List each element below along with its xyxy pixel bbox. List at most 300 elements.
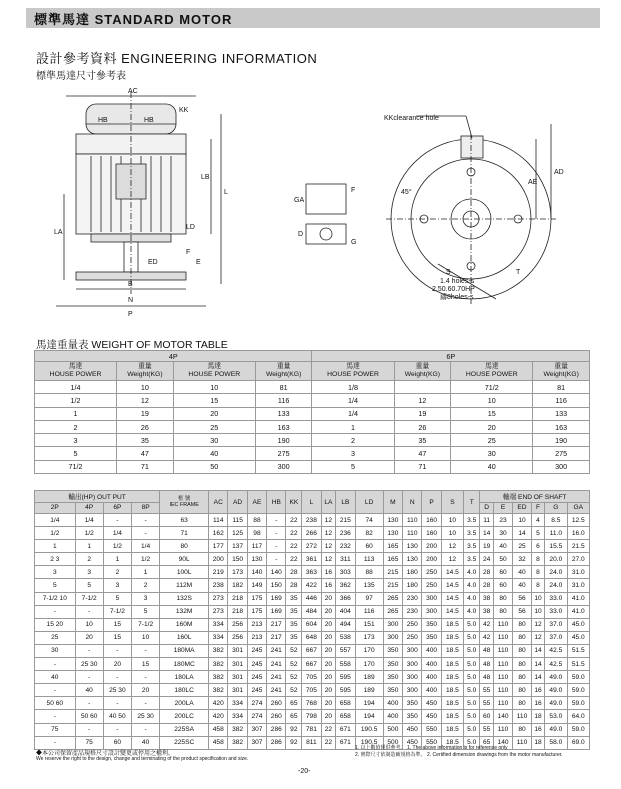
table-cell: 450 xyxy=(403,723,422,736)
table-cell: 300 xyxy=(383,631,402,644)
table-cell: 47 xyxy=(117,447,174,460)
table-cell: - xyxy=(35,684,76,697)
table-cell: 180MC xyxy=(160,658,209,671)
table-cell: 30 xyxy=(493,527,512,540)
table-cell: - xyxy=(267,514,286,527)
table-cell: 300 xyxy=(422,605,441,618)
table-cell: 334 xyxy=(228,697,247,710)
table-cell: 140 xyxy=(247,566,266,579)
table-cell: 3 xyxy=(35,566,76,579)
table-cell: 26 xyxy=(117,420,174,433)
table-cell: 274 xyxy=(247,697,266,710)
table-cell: 132M xyxy=(160,605,209,618)
table-cell: 28 xyxy=(480,566,493,579)
table-cell: 110 xyxy=(403,514,422,527)
table-cell: 12 xyxy=(321,540,336,553)
dim-col-lb: LB xyxy=(336,491,355,514)
table-cell: 38 xyxy=(480,605,493,618)
table-cell: 256 xyxy=(228,631,247,644)
dimension-table-row xyxy=(35,527,590,540)
table-cell: 19 xyxy=(394,407,451,420)
table-cell: 180LA xyxy=(160,671,209,684)
table-cell: 35 xyxy=(394,434,451,447)
table-cell: 169 xyxy=(267,592,286,605)
dim-col-l: L xyxy=(302,491,321,514)
table-cell: 47 xyxy=(394,447,451,460)
table-cell: 15 xyxy=(103,631,131,644)
dim-col-f: F xyxy=(531,502,544,514)
table-cell: 15.5 xyxy=(545,540,567,553)
table-cell: 31.0 xyxy=(567,566,590,579)
table-cell: 37.0 xyxy=(545,631,567,644)
table-cell: 5 xyxy=(103,592,131,605)
table-cell: 245 xyxy=(247,658,266,671)
table-cell: 2 xyxy=(312,434,394,447)
table-cell: 50 xyxy=(173,460,255,473)
table-cell: 24.0 xyxy=(545,579,567,592)
table-cell: 241 xyxy=(267,658,286,671)
table-cell: 236 xyxy=(336,527,355,540)
table-cell: 170 xyxy=(355,644,383,657)
dimension-table-row xyxy=(35,671,590,684)
table-cell: 300 xyxy=(533,460,590,473)
table-cell: 7-1/2 xyxy=(132,618,160,631)
table-cell: 2 xyxy=(75,553,103,566)
table-cell: 151 xyxy=(355,618,383,631)
table-cell: 82 xyxy=(355,527,383,540)
table-cell: 286 xyxy=(267,723,286,736)
weight-table xyxy=(34,350,590,474)
table-cell: 5 xyxy=(35,579,76,592)
table-cell: 22 xyxy=(321,723,336,736)
table-cell: 15 xyxy=(451,407,533,420)
table-cell xyxy=(394,381,451,394)
table-cell: 48 xyxy=(480,644,493,657)
table-cell: 20 xyxy=(321,592,336,605)
table-cell: 300 xyxy=(383,618,402,631)
table-cell: 3.5 xyxy=(464,514,480,527)
table-cell: 55 xyxy=(480,697,493,710)
table-cell: 18.5 xyxy=(441,671,463,684)
table-cell: 130 xyxy=(403,553,422,566)
dim-shaft-header: 軸端 END OF SHAFT xyxy=(480,491,590,503)
table-cell: 130 xyxy=(383,527,402,540)
table-cell: 238 xyxy=(209,579,228,592)
table-cell: - xyxy=(132,644,160,657)
weight-table-row xyxy=(35,460,590,473)
table-cell: 35 xyxy=(286,592,302,605)
dim-col-e: E xyxy=(493,502,512,514)
table-cell: - xyxy=(75,671,103,684)
table-cell: 14.5 xyxy=(441,605,463,618)
footer-ref-1: 1. 以上數值僅供參考。 1. The above information is for reference only xyxy=(355,745,508,751)
table-cell: 18.5 xyxy=(441,723,463,736)
table-cell: 90L xyxy=(160,553,209,566)
table-cell: 286 xyxy=(267,736,286,749)
footer-note-cn: ◆本公司保留產品規格尺寸設計變更或停用之權利。 xyxy=(36,751,175,757)
table-cell: 110 xyxy=(493,618,512,631)
table-cell: 110 xyxy=(403,527,422,540)
table-cell: 140 xyxy=(493,710,512,723)
table-cell: 22 xyxy=(286,553,302,566)
table-cell: 400 xyxy=(422,644,441,657)
table-cell: 1/2 xyxy=(132,553,160,566)
table-cell: 217 xyxy=(267,618,286,631)
table-cell: 14.5 xyxy=(441,579,463,592)
table-cell: 33.0 xyxy=(545,592,567,605)
table-cell: 6 xyxy=(531,540,544,553)
dimension-table-row xyxy=(35,605,590,618)
table-cell: 363 xyxy=(302,566,321,579)
dim-g: G xyxy=(351,239,357,246)
table-cell: 190.5 xyxy=(355,736,383,749)
table-cell: 175 xyxy=(247,605,266,618)
table-cell: 92 xyxy=(286,723,302,736)
table-cell: 12 xyxy=(321,514,336,527)
table-cell: 65 xyxy=(286,697,302,710)
angle-label: 45° xyxy=(401,189,412,196)
table-cell: 4.0 xyxy=(464,592,480,605)
table-cell: 190.5 xyxy=(355,723,383,736)
table-cell: 137 xyxy=(228,540,247,553)
table-cell: 22 xyxy=(321,736,336,749)
table-cell: 420 xyxy=(209,710,228,723)
table-cell: 133 xyxy=(255,407,312,420)
table-cell: 60 xyxy=(355,540,383,553)
table-cell: 130 xyxy=(383,514,402,527)
holes-note-3: 鑄8holes-s xyxy=(440,294,474,301)
table-cell: 484 xyxy=(302,605,321,618)
table-cell: 558 xyxy=(336,658,355,671)
section-heading: 設計參考資料 ENGINEERING INFORMATION xyxy=(36,51,318,66)
table-cell: 250 xyxy=(422,579,441,592)
table-cell: 33.0 xyxy=(545,605,567,618)
table-cell: 64.0 xyxy=(567,710,590,723)
table-cell: 311 xyxy=(336,553,355,566)
table-cell: 550 xyxy=(422,723,441,736)
table-cell: 658 xyxy=(336,710,355,723)
dim-col-ga: GA xyxy=(567,502,590,514)
table-cell: 275 xyxy=(533,447,590,460)
table-cell: 50 60 xyxy=(75,710,103,723)
footer-ref-2: 2. 實際尺寸依制造廠規格為準。 2. Certified dimension drawings from the motor manufacturer. xyxy=(355,752,563,758)
table-cell: 97 xyxy=(355,592,383,605)
table-cell: 49.0 xyxy=(545,697,567,710)
dimension-table-row xyxy=(35,579,590,592)
table-cell: 10 xyxy=(531,592,544,605)
table-cell: 110 xyxy=(493,658,512,671)
table-cell: - xyxy=(35,605,76,618)
table-cell: 1 xyxy=(75,540,103,553)
table-cell: 11 xyxy=(480,514,493,527)
table-cell: 400 xyxy=(422,684,441,697)
table-cell: 25 xyxy=(35,631,76,644)
table-cell: 110 xyxy=(513,710,532,723)
table-cell: 37.0 xyxy=(545,618,567,631)
table-cell: 20 xyxy=(173,407,255,420)
table-cell: 4 xyxy=(531,514,544,527)
table-cell: 200LA xyxy=(160,697,209,710)
table-cell: 26 xyxy=(394,420,451,433)
table-cell: 557 xyxy=(336,644,355,657)
table-cell: 1/2 xyxy=(103,540,131,553)
table-cell: 14 xyxy=(531,644,544,657)
table-cell: 25 xyxy=(451,434,533,447)
table-cell: 781 xyxy=(302,723,321,736)
dim-col-ac: AC xyxy=(209,491,228,514)
table-cell: 2 xyxy=(103,566,131,579)
table-cell: 52 xyxy=(286,644,302,657)
table-cell: 10 xyxy=(441,527,463,540)
table-cell: 40 50 xyxy=(103,710,131,723)
table-cell: 130 xyxy=(247,553,266,566)
table-cell: 5 xyxy=(312,460,394,473)
table-cell: 350 xyxy=(422,631,441,644)
holes-note-2: 2.50.60.70HP xyxy=(432,286,475,293)
table-cell: - xyxy=(75,644,103,657)
table-cell: 219 xyxy=(209,566,228,579)
table-cell: 20 xyxy=(321,644,336,657)
table-cell: 4.0 xyxy=(464,579,480,592)
motor-drawing xyxy=(36,84,596,324)
table-cell: - xyxy=(267,553,286,566)
table-cell: 274 xyxy=(247,710,266,723)
table-cell: 41.0 xyxy=(567,605,590,618)
page-number: -20- xyxy=(298,768,311,775)
table-cell: 40 xyxy=(35,671,76,684)
table-cell: 24 xyxy=(480,553,493,566)
table-cell: 25 xyxy=(513,540,532,553)
table-cell: 260 xyxy=(267,697,286,710)
table-cell: 334 xyxy=(209,631,228,644)
table-cell: 169 xyxy=(267,605,286,618)
dim-col-ld: LD xyxy=(355,491,383,514)
table-cell: 400 xyxy=(422,658,441,671)
table-cell: 215 xyxy=(383,579,402,592)
table-cell: 28 xyxy=(286,579,302,592)
table-cell: 8.5 xyxy=(545,514,567,527)
table-cell: 241 xyxy=(267,644,286,657)
table-cell: 12 xyxy=(441,540,463,553)
table-cell: 241 xyxy=(267,684,286,697)
table-cell: 100L xyxy=(160,566,209,579)
table-cell: 59.0 xyxy=(567,723,590,736)
table-cell: 301 xyxy=(228,658,247,671)
dim-pole-6p: 6P xyxy=(103,502,131,514)
table-cell: 18.5 xyxy=(441,697,463,710)
table-cell: 58.0 xyxy=(545,736,567,749)
table-cell: 3 xyxy=(132,592,160,605)
table-cell: 160 xyxy=(422,514,441,527)
table-cell: 18.5 xyxy=(441,618,463,631)
table-cell: 20 xyxy=(321,671,336,684)
table-cell: 173 xyxy=(355,631,383,644)
table-cell: 50 xyxy=(493,553,512,566)
table-cell: 1/4 xyxy=(103,527,131,540)
table-cell: 1/2 xyxy=(35,394,117,407)
table-cell: 132S xyxy=(160,592,209,605)
table-cell: 162 xyxy=(209,527,228,540)
table-cell: 5 xyxy=(75,579,103,592)
table-cell: 25 xyxy=(173,420,255,433)
dim-col-n: N xyxy=(403,491,422,514)
table-cell: 113 xyxy=(355,553,383,566)
dim-ga: GA xyxy=(294,197,305,204)
table-cell: 170 xyxy=(355,658,383,671)
table-cell: 1/4 xyxy=(312,394,394,407)
weight-table-row xyxy=(35,420,590,433)
dim-col-m: M xyxy=(383,491,402,514)
table-cell: 150 xyxy=(228,553,247,566)
table-cell: 350 xyxy=(383,644,402,657)
table-cell: 1/4 xyxy=(75,514,103,527)
dim-ac: AC xyxy=(128,88,138,95)
table-cell: 150 xyxy=(267,579,286,592)
table-cell: 705 xyxy=(302,671,321,684)
table-cell: 38 xyxy=(480,592,493,605)
table-cell: 1 xyxy=(312,420,394,433)
table-cell: 300 xyxy=(422,592,441,605)
table-cell: 12 xyxy=(531,631,544,644)
dim-s: S xyxy=(446,269,451,276)
table-cell: 112M xyxy=(160,579,209,592)
dim-la: LA xyxy=(54,229,63,236)
dimension-table-row xyxy=(35,592,590,605)
table-cell: 51.5 xyxy=(567,658,590,671)
table-cell: - xyxy=(103,514,131,527)
table-cell: 604 xyxy=(302,618,321,631)
table-cell: 180MA xyxy=(160,644,209,657)
table-cell: 180 xyxy=(403,579,422,592)
table-cell: 500 xyxy=(383,723,402,736)
table-cell: 182 xyxy=(228,579,247,592)
dim-col-s: S xyxy=(441,491,463,514)
table-cell: 494 xyxy=(336,618,355,631)
table-cell: 230 xyxy=(403,605,422,618)
table-cell: - xyxy=(75,723,103,736)
table-cell: 200 xyxy=(422,540,441,553)
table-cell: 110 xyxy=(493,723,512,736)
table-cell: 14 xyxy=(531,658,544,671)
table-cell: 4.0 xyxy=(464,566,480,579)
weight-table-body xyxy=(35,381,590,474)
table-cell: 15 xyxy=(132,658,160,671)
dimension-table-row xyxy=(35,658,590,671)
dim-p: P xyxy=(128,311,133,318)
weight-col-power: 馬達 HOUSE POWER xyxy=(451,362,533,381)
dim-e: E xyxy=(196,259,201,266)
table-cell: 671 xyxy=(336,723,355,736)
table-cell: - xyxy=(267,527,286,540)
table-cell: 116 xyxy=(533,394,590,407)
table-cell: 24.0 xyxy=(545,566,567,579)
table-cell: 160M xyxy=(160,618,209,631)
table-cell: 7-1/2 xyxy=(103,605,131,618)
table-cell: 8 xyxy=(531,566,544,579)
weight-table-title: 馬達重量表 WEIGHT OF MOTOR TABLE xyxy=(36,339,228,351)
dim-n: N xyxy=(128,297,134,304)
dim-pole-8p: 8P xyxy=(132,502,160,514)
table-cell: 80 xyxy=(513,631,532,644)
dim-col-hb: HB xyxy=(267,491,286,514)
table-cell: 1/4 xyxy=(35,514,76,527)
table-cell: 71/2 xyxy=(451,381,533,394)
table-cell: 165 xyxy=(383,540,402,553)
table-cell: 59.0 xyxy=(567,697,590,710)
table-cell: 1/4 xyxy=(35,381,117,394)
dimension-table-row xyxy=(35,514,590,527)
dim-col-la: LA xyxy=(321,491,336,514)
table-cell: 241 xyxy=(267,671,286,684)
table-cell: 307 xyxy=(247,736,266,749)
clearance-hole-label: KKclearance hole xyxy=(384,115,439,122)
dim-col-kk: KK xyxy=(286,491,302,514)
table-cell: 1 xyxy=(132,566,160,579)
dimension-table-row xyxy=(35,684,590,697)
table-cell: 80 xyxy=(513,658,532,671)
dim-ae: AE xyxy=(528,179,538,186)
dim-col-p: P xyxy=(422,491,441,514)
table-cell: 200 xyxy=(422,553,441,566)
table-cell: 1 xyxy=(35,407,117,420)
table-cell: 88 xyxy=(355,566,383,579)
table-cell: 110 xyxy=(513,736,532,749)
table-cell: 250 xyxy=(403,631,422,644)
dimension-table-row xyxy=(35,553,590,566)
table-cell: 500 xyxy=(383,736,402,749)
table-cell: 80 xyxy=(513,618,532,631)
table-cell: 3 xyxy=(103,579,131,592)
table-cell: 27.0 xyxy=(567,553,590,566)
dimension-table-row xyxy=(35,540,590,553)
table-cell: 5.0 xyxy=(464,710,480,723)
table-cell: 1/4 xyxy=(132,540,160,553)
table-cell: 301 xyxy=(228,644,247,657)
table-cell: 458 xyxy=(209,736,228,749)
table-cell: 245 xyxy=(247,684,266,697)
table-cell: 18 xyxy=(531,710,544,723)
table-cell: 2 xyxy=(35,420,117,433)
table-cell: 55 xyxy=(480,723,493,736)
table-cell: 215 xyxy=(383,566,402,579)
table-cell: 218 xyxy=(228,605,247,618)
table-cell: 60 xyxy=(103,736,131,749)
table-cell: 114 xyxy=(209,514,228,527)
table-cell: 110 xyxy=(493,684,512,697)
table-cell: 275 xyxy=(255,447,312,460)
table-cell: 272 xyxy=(302,540,321,553)
table-cell: 16 xyxy=(531,697,544,710)
table-cell: 14 xyxy=(513,527,532,540)
table-cell: 22 xyxy=(286,514,302,527)
table-cell: - xyxy=(75,697,103,710)
table-cell: 400 xyxy=(422,671,441,684)
table-cell: 60 xyxy=(493,579,512,592)
table-cell: 28 xyxy=(480,579,493,592)
table-cell: 53.0 xyxy=(545,710,567,723)
table-cell: 116 xyxy=(355,605,383,618)
table-cell: 110 xyxy=(493,644,512,657)
table-cell: 35 xyxy=(117,434,174,447)
table-cell: 42 xyxy=(480,631,493,644)
table-cell: 65 xyxy=(286,710,302,723)
table-cell: 69.0 xyxy=(567,736,590,749)
table-cell: 173 xyxy=(228,566,247,579)
table-cell: 20 xyxy=(321,618,336,631)
table-cell: 16 xyxy=(531,684,544,697)
table-cell: 21.5 xyxy=(567,540,590,553)
table-cell: 110 xyxy=(493,671,512,684)
